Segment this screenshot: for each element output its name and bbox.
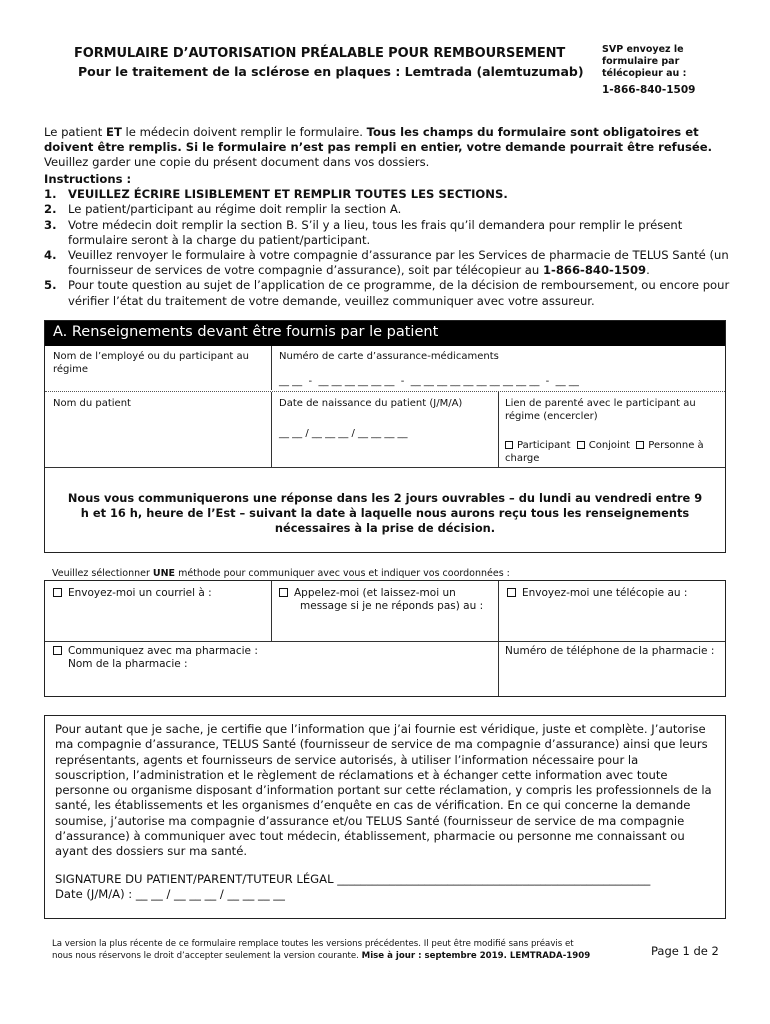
intro-text-b: le médecin doivent remplir le formulaire.	[121, 125, 367, 139]
instruction-number: 5.	[44, 278, 57, 293]
instruction-item	[44, 187, 734, 202]
fax-line-2: formulaire par	[602, 56, 680, 67]
signature-line[interactable]: SIGNATURE DU PATIENT/PARENT/TUTEUR LÉGAL ______________________________________________________	[55, 871, 651, 886]
instructions-list	[44, 187, 734, 309]
card-number-label: Numéro de carte d’assurance-médicaments	[279, 351, 499, 362]
divider	[45, 641, 725, 642]
instruction-item	[44, 278, 734, 308]
footer-note	[52, 938, 612, 962]
dob-field[interactable]: __ __ / __ __ __ / __ __ __ __	[279, 428, 408, 439]
instruction-number: 4.	[44, 248, 57, 263]
phone-option-label: Appelez-moi (et laissez-moi un message si je ne réponds pas) au :	[294, 587, 484, 612]
contact-method-instruction	[52, 568, 510, 579]
contact-method-table	[44, 580, 726, 697]
footer-line-2-text: nous nous réservons le droit d’accepter seulement la version courante.	[52, 951, 362, 961]
signature-date-line[interactable]: Date (J/M/A) : __ __ / __ __ __ / __ __ __ __	[55, 886, 285, 901]
email-option[interactable]	[53, 587, 267, 600]
relation-label: Lien de parenté avec le participant au régime (encercler)	[505, 398, 696, 422]
instructions	[44, 172, 734, 309]
participant-label: Participant	[517, 440, 571, 451]
instruction-text: VEUILLEZ ÉCRIRE LISIBLEMENT ET REMPLIR TOUTES LES SECTIONS.	[68, 187, 508, 202]
intro-bold-et: ET	[106, 125, 122, 139]
instruction-period: .	[646, 263, 650, 278]
select-text-b: méthode pour communiquer avec vous et indiquer vos coordonnées :	[175, 568, 510, 579]
spouse-checkbox[interactable]	[577, 441, 585, 449]
intro-text-a: Le patient	[44, 125, 107, 139]
instructions-heading: Instructions :	[44, 172, 132, 186]
response-notice: Nous vous communiquerons une réponse dans les 2 jours ouvrables – du lundi au vendredi entre 9 h et 16 h, heure de l’Est – suivant la date à laquelle nous aurons reçu tous les renseignements nécessaires à la prise de décision.	[67, 491, 703, 535]
instruction-number: 1.	[44, 187, 57, 202]
instruction-number: 2.	[44, 202, 57, 217]
email-checkbox[interactable]	[53, 588, 62, 597]
divider	[498, 581, 499, 696]
certification-box	[44, 715, 726, 919]
spouse-label: Conjoint	[588, 440, 631, 451]
fax-checkbox[interactable]	[507, 588, 516, 597]
form-subtitle: Pour le traitement de la sclérose en plaques : Lemtrada (alemtuzumab)	[78, 64, 584, 79]
divider	[271, 392, 272, 467]
fax-number: 1-866-840-1509	[602, 84, 696, 96]
divider	[271, 581, 272, 641]
instruction-fax-number: 1-866-840-1509	[542, 263, 647, 278]
divider	[271, 346, 272, 390]
fax-line-3: télécopieur au :	[602, 68, 687, 79]
card-number-field[interactable]: __ __ - __ __ __ __ __ __ - __ __ __ __ __ __ __ __ __ __ - __ __	[279, 376, 579, 387]
page-number: Page 1 de 2	[651, 944, 719, 958]
instruction-number: 3.	[44, 217, 57, 232]
pharmacy-option-label: Communiquez avec ma pharmacie :	[68, 645, 258, 657]
patient-name-label: Nom du patient	[53, 398, 131, 409]
dependant-label: Personne à charge	[505, 440, 704, 464]
instruction-text: Veuillez renvoyer le formulaire à votre compagnie d’assurance par les Services de pharmacie de TELUS Santé (un fournisseur de services de votre compagnie d’assurance), soit par télécopieur au	[68, 248, 729, 278]
pharmacy-name-label: Nom de la pharmacie :	[68, 658, 188, 670]
pharmacy-checkbox[interactable]	[53, 646, 62, 655]
fax-option-label: Envoyez-moi une télécopie au :	[522, 587, 688, 599]
intro-paragraph	[44, 125, 726, 171]
intro-text-end: Veuillez garder une copie du présent document dans vos dossiers.	[44, 155, 430, 170]
footer-line-1: La version la plus récente de ce formulaire remplace toutes les versions précédentes. Il peut être modifié sans préavis et	[52, 939, 574, 949]
pharmacy-phone-label: Numéro de téléphone de la pharmacie :	[505, 645, 715, 657]
section-a	[44, 320, 726, 553]
select-text-bold: UNE	[152, 568, 176, 579]
footer-line-2	[52, 950, 612, 962]
dob-label: Date de naissance du patient (J/M/A)	[279, 398, 463, 409]
email-option-label: Envoyez-moi un courriel à :	[68, 587, 212, 599]
instruction-item	[44, 218, 734, 248]
form-title: FORMULAIRE D’AUTORISATION PRÉALABLE POUR REMBOURSEMENT	[74, 46, 566, 61]
divider	[45, 467, 725, 468]
section-a-title: A. Renseignements devant être fournis par le patient	[45, 321, 725, 346]
fax-instructions	[602, 44, 712, 96]
footer-version: Mise à jour : septembre 2019. LEMTRADA-1909	[361, 951, 591, 961]
instruction-text: Pour toute question au sujet de l’application de ce programme, de la décision de remboursement, ou encore pour vérifier l’état du traitement de votre demande, veuillez communiquer avec votre assureur.	[68, 278, 730, 308]
divider	[45, 391, 725, 392]
participant-checkbox[interactable]	[505, 441, 513, 449]
employee-name-label: Nom de l’employé ou du participant au régime	[53, 351, 249, 375]
instruction-text: Votre médecin doit remplir la section B. S’il y a lieu, tous les frais qu’il demandera pour remplir le présent formulaire seront à la charge du patient/participant.	[68, 217, 683, 247]
relation-options	[505, 439, 721, 465]
fax-option[interactable]	[507, 587, 721, 600]
divider	[498, 392, 499, 467]
pharmacy-option[interactable]	[53, 645, 353, 658]
phone-option[interactable]	[279, 587, 493, 613]
phone-checkbox[interactable]	[279, 588, 288, 597]
certification-text: Pour autant que je sache, je certifie que l’information que j’ai fournie est véridique, juste et complète. J’autorise ma compagnie d’assurance, TELUS Santé (fournisseur de service de ma compagnie d’assurance) ainsi que leurs représentants, agents et fournisseurs de service autorisés, à utiliser l’information nécessaire pour la souscription, l’administration et le règlement de réclamations et à échanger cette information avec toute personne ou organisme disposant d’information portant sur cette réclamation, y compris les professionnels de la santé, les établissements et les organismes d’enquête en cas de vérification. En ce qui concerne la demande soumise, j’autorise ma compagnie d’assurance et/ou TELUS Santé (fournisseur de service de ma compagnie d’assurance) à communiquer avec tout médecin, établissement, pharmacie ou personne me connaissant ou ayant des dossiers sur ma santé.	[55, 722, 712, 859]
instruction-text: Le patient/participant au régime doit remplir la section A.	[68, 202, 402, 217]
instruction-item	[44, 248, 734, 278]
instruction-item	[44, 202, 734, 217]
fax-line-1: SVP envoyez le	[602, 44, 684, 55]
select-text-a: Veuillez sélectionner	[52, 568, 153, 579]
dependant-checkbox[interactable]	[636, 441, 644, 449]
intro-mandatory-notice: Tous les champs du formulaire sont obligatoires et doivent être remplis. Si le formulaire n’est pas rempli en entier, votre demande pourrait être refusée.	[44, 125, 713, 155]
